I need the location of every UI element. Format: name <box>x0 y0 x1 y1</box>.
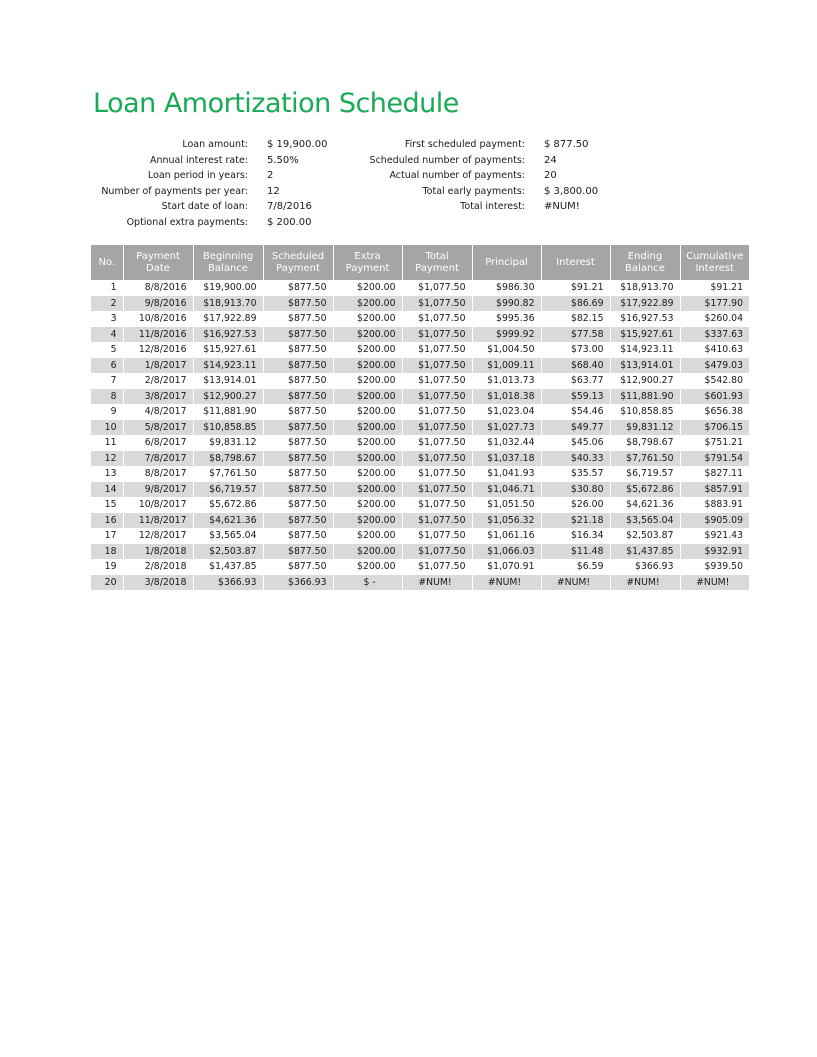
cell-extra-payment[interactable]: $ - <box>333 575 402 591</box>
table-header-row <box>91 245 749 280</box>
cell-ending-balance[interactable]: $10,858.85 <box>610 404 680 420</box>
cell-principal[interactable]: $1,066.03 <box>472 544 541 560</box>
cell-interest[interactable]: $86.69 <box>541 296 610 312</box>
summary-label: Loan period in years: <box>147 170 248 182</box>
cell-total-payment[interactable]: $1,077.50 <box>402 482 472 498</box>
cell-cumulative-interest[interactable]: $260.04 <box>704 313 743 325</box>
cell-no[interactable]: 4 <box>91 327 123 343</box>
cell-ending-balance[interactable]: $3,565.04 <box>610 513 680 529</box>
table-row <box>91 451 749 467</box>
cell-ending-balance[interactable]: $1,437.85 <box>610 544 680 560</box>
summary-value[interactable]: 12 <box>267 185 280 197</box>
cell-extra-payment[interactable]: $200.00 <box>333 327 402 343</box>
cell-no[interactable]: 1 <box>91 280 123 296</box>
cell-principal[interactable]: $999.92 <box>472 327 541 343</box>
cell-payment-date[interactable]: 11/8/2016 <box>123 327 193 343</box>
cell-cumulative-interest[interactable]: $905.09 <box>680 513 749 529</box>
cell-scheduled-payment[interactable]: $877.50 <box>263 311 333 327</box>
summary-row-total-early <box>365 184 598 200</box>
table-row <box>91 389 749 405</box>
table-row <box>91 559 749 575</box>
header-line: No. <box>98 256 116 268</box>
cell-scheduled-payment[interactable]: $877.50 <box>263 296 333 312</box>
cell-principal[interactable]: $1,037.18 <box>472 451 541 467</box>
column-header-extra-payment <box>333 245 402 280</box>
cell-total-payment[interactable]: $1,077.50 <box>402 296 472 312</box>
cell-interest[interactable]: $40.33 <box>541 451 610 467</box>
cell-ending-balance[interactable]: $7,761.50 <box>610 451 680 467</box>
cell-beginning-balance[interactable]: $8,798.67 <box>193 451 263 467</box>
cell-interest[interactable]: $11.48 <box>541 544 610 560</box>
cell-ending-balance[interactable]: $366.93 <box>610 559 680 575</box>
cell-extra-payment[interactable]: $200.00 <box>333 435 402 451</box>
cell-extra-payment[interactable]: $200.00 <box>333 544 402 560</box>
cell-beginning-balance[interactable]: $16,927.53 <box>193 327 263 343</box>
cell-ending-balance[interactable]: $9,831.12 <box>610 420 680 436</box>
cell-extra-payment[interactable]: $200.00 <box>333 404 402 420</box>
cell-no[interactable]: 20 <box>91 575 123 591</box>
column-header-total-payment <box>402 245 472 280</box>
summary-row-payments-per-year <box>95 184 327 200</box>
summary-row-loan-amount <box>95 137 327 153</box>
cell-scheduled-payment[interactable]: $877.50 <box>263 528 333 544</box>
summary-value: 24 <box>544 154 557 166</box>
summary-label: First scheduled payment: <box>404 139 525 150</box>
cell-scheduled-payment[interactable]: $877.50 <box>263 513 333 529</box>
header-line: Payment <box>276 262 320 274</box>
cell-extra-payment[interactable]: $200.00 <box>333 311 402 327</box>
cell-principal[interactable]: $1,051.50 <box>472 497 541 513</box>
summary-value: $ 3,800.00 <box>544 185 599 197</box>
cell-principal[interactable]: $1,027.73 <box>472 420 541 436</box>
column-header-no <box>91 245 123 280</box>
summary-label: Optional extra payments: <box>126 216 248 228</box>
table-row <box>91 575 749 591</box>
cell-ending-balance[interactable]: $8,798.67 <box>610 435 680 451</box>
cell-ending-balance[interactable]: $14,923.11 <box>610 342 680 358</box>
cell-payment-date[interactable]: 9/8/2017 <box>123 482 193 498</box>
summary-value[interactable]: 2 <box>267 170 274 182</box>
cell-interest[interactable]: $63.77 <box>541 373 610 389</box>
cell-cumulative-interest[interactable]: $939.50 <box>704 561 743 573</box>
cell-interest[interactable]: $21.18 <box>541 513 610 529</box>
summary-label: Annual interest rate: <box>149 154 248 166</box>
table-row <box>91 466 749 482</box>
cell-total-payment[interactable]: $1,077.50 <box>402 327 472 343</box>
cell-principal[interactable]: $1,004.50 <box>472 342 541 358</box>
cell-cumulative-interest[interactable]: $791.54 <box>680 451 749 467</box>
cell-interest[interactable]: $59.13 <box>541 389 610 405</box>
table-row <box>91 296 749 312</box>
cell-no[interactable]: 13 <box>91 466 123 482</box>
cell-cumulative-interest[interactable]: $542.80 <box>704 375 743 387</box>
header-line: Principal <box>485 256 528 268</box>
cell-no[interactable]: 12 <box>91 451 123 467</box>
cell-payment-date[interactable]: 6/8/2017 <box>123 435 193 451</box>
cell-extra-payment[interactable]: $200.00 <box>333 466 402 482</box>
cell-scheduled-payment[interactable]: $877.50 <box>263 342 333 358</box>
cell-principal[interactable]: $1,056.32 <box>472 513 541 529</box>
summary-label: Start date of loan: <box>161 201 248 213</box>
cell-interest[interactable]: $82.15 <box>541 311 610 327</box>
header-line: Payment <box>345 262 390 274</box>
cell-interest[interactable]: $26.00 <box>541 497 610 513</box>
cell-ending-balance[interactable]: $4,621.36 <box>610 497 680 513</box>
cell-beginning-balance[interactable]: $18,913.70 <box>193 296 263 312</box>
summary-row-scheduled-payments <box>365 153 598 169</box>
cell-scheduled-payment[interactable]: $877.50 <box>263 497 333 513</box>
cell-no[interactable]: 3 <box>91 311 123 327</box>
header-line: Balance <box>625 262 665 274</box>
header-line: Balance <box>208 262 248 274</box>
cell-principal[interactable]: $1,046.71 <box>472 482 541 498</box>
summary-label: Total early payments: <box>422 185 525 197</box>
table-row <box>91 342 749 358</box>
cell-no[interactable]: 11 <box>91 435 123 451</box>
cell-payment-date[interactable]: 1/8/2018 <box>123 544 193 560</box>
cell-total-payment[interactable]: $1,077.50 <box>402 311 472 327</box>
cell-scheduled-payment[interactable]: $877.50 <box>263 451 333 467</box>
summary-row-loan-period <box>95 168 327 184</box>
cell-extra-payment[interactable]: $200.00 <box>333 373 402 389</box>
cell-ending-balance[interactable]: $18,913.70 <box>610 280 680 296</box>
cell-cumulative-interest[interactable]: $857.91 <box>680 482 749 498</box>
cell-beginning-balance[interactable]: $14,923.11 <box>193 358 263 374</box>
cell-ending-balance[interactable]: $11,881.90 <box>610 389 680 405</box>
cell-cumulative-interest[interactable]: $601.93 <box>680 389 749 405</box>
cell-scheduled-payment[interactable]: $877.50 <box>263 420 333 436</box>
cell-cumulative-interest[interactable]: $921.43 <box>704 530 743 542</box>
cell-total-payment[interactable]: $1,077.50 <box>402 342 472 358</box>
cell-ending-balance[interactable]: #NUM! <box>610 575 680 591</box>
cell-beginning-balance[interactable]: $2,503.87 <box>193 544 263 560</box>
cell-no[interactable]: 17 <box>91 528 123 544</box>
cell-principal[interactable]: $1,041.93 <box>472 466 541 482</box>
cell-extra-payment[interactable]: $200.00 <box>333 451 402 467</box>
cell-extra-payment[interactable]: $200.00 <box>333 296 402 312</box>
cell-cumulative-interest[interactable]: $883.91 <box>704 499 743 511</box>
cell-principal[interactable]: $1,070.91 <box>472 559 541 575</box>
cell-payment-date[interactable]: 2/8/2017 <box>123 373 193 389</box>
cell-no[interactable]: 19 <box>91 559 123 575</box>
cell-scheduled-payment[interactable]: $877.50 <box>263 373 333 389</box>
loan-inputs-summary <box>95 137 327 231</box>
cell-ending-balance[interactable]: $15,927.61 <box>610 327 680 343</box>
cell-extra-payment[interactable]: $200.00 <box>333 420 402 436</box>
cell-payment-date[interactable]: 8/8/2016 <box>123 280 193 296</box>
cell-extra-payment[interactable]: $200.00 <box>333 528 402 544</box>
table-row <box>91 373 749 389</box>
summary-label: Scheduled number of payments: <box>369 154 525 166</box>
cell-total-payment[interactable]: $1,077.50 <box>402 559 472 575</box>
table-row <box>91 497 749 513</box>
summary-row-start-date <box>95 199 327 215</box>
table-row <box>91 528 749 544</box>
cell-interest[interactable]: $54.46 <box>541 404 610 420</box>
cell-no[interactable]: 18 <box>91 544 123 560</box>
cell-no[interactable]: 2 <box>91 296 123 312</box>
table-row <box>91 482 749 498</box>
cell-total-payment[interactable]: $1,077.50 <box>402 420 472 436</box>
cell-payment-date[interactable]: 11/8/2017 <box>123 513 193 529</box>
cell-principal[interactable]: $1,013.73 <box>472 373 541 389</box>
cell-cumulative-interest[interactable]: $479.03 <box>680 358 749 374</box>
cell-payment-date[interactable]: 1/8/2017 <box>123 358 193 374</box>
cell-no[interactable]: 8 <box>91 389 123 405</box>
cell-no[interactable]: 9 <box>91 404 123 420</box>
cell-beginning-balance[interactable]: $7,761.50 <box>193 466 263 482</box>
cell-interest[interactable]: $73.00 <box>541 342 610 358</box>
cell-beginning-balance[interactable]: $6,719.57 <box>193 482 263 498</box>
cell-cumulative-interest[interactable]: $751.21 <box>704 437 743 449</box>
summary-value[interactable]: $ 200.00 <box>267 216 312 228</box>
cell-payment-date[interactable]: 8/8/2017 <box>123 466 193 482</box>
header-line: Ending <box>627 251 663 262</box>
table-row <box>91 420 749 436</box>
header-line: Payment Date <box>136 251 180 274</box>
amortization-table <box>91 245 749 590</box>
cell-payment-date[interactable]: 12/8/2016 <box>123 342 193 358</box>
cell-payment-date[interactable]: 10/8/2017 <box>123 497 193 513</box>
table-row <box>91 404 749 420</box>
summary-row-extra-payments <box>95 215 327 231</box>
column-header-scheduled-payment <box>263 245 333 280</box>
summary-value: $ 877.50 <box>544 139 589 150</box>
cell-beginning-balance[interactable]: $3,565.04 <box>193 528 263 544</box>
cell-principal[interactable]: $995.36 <box>472 311 541 327</box>
table-row <box>91 544 749 560</box>
page-title: Loan Amortization Schedule <box>93 88 459 119</box>
table-row <box>91 280 749 296</box>
cell-payment-date[interactable]: 9/8/2016 <box>123 296 193 312</box>
cell-total-payment[interactable]: $1,077.50 <box>402 373 472 389</box>
cell-extra-payment[interactable]: $200.00 <box>333 389 402 405</box>
cell-payment-date[interactable]: 7/8/2017 <box>123 451 193 467</box>
column-header-interest <box>541 245 610 280</box>
header-line: Interest <box>556 256 595 268</box>
summary-label: Number of payments per year: <box>101 185 248 197</box>
cell-payment-date[interactable]: 3/8/2017 <box>123 389 193 405</box>
summary-row-interest-rate <box>95 153 327 169</box>
table-row <box>91 358 749 374</box>
column-header-ending-balance <box>610 245 680 280</box>
cell-beginning-balance[interactable]: $15,927.61 <box>193 342 263 358</box>
cell-extra-payment[interactable]: $200.00 <box>333 497 402 513</box>
cell-cumulative-interest[interactable]: $337.63 <box>680 327 749 343</box>
cell-principal[interactable]: $1,032.44 <box>472 435 541 451</box>
cell-principal[interactable]: $1,023.04 <box>472 404 541 420</box>
summary-row-actual-payments <box>365 168 598 184</box>
cell-beginning-balance[interactable]: $10,858.85 <box>193 420 263 436</box>
cell-ending-balance[interactable]: $6,719.57 <box>610 466 680 482</box>
cell-beginning-balance[interactable]: $366.93 <box>193 575 263 591</box>
table-body <box>91 280 749 590</box>
cell-cumulative-interest[interactable]: $91.21 <box>710 282 743 294</box>
cell-beginning-balance[interactable]: $12,900.27 <box>193 389 263 405</box>
column-header-principal <box>472 245 541 280</box>
cell-interest[interactable]: $16.34 <box>541 528 610 544</box>
column-header-cumulative-interest <box>680 245 749 280</box>
table-row <box>91 435 749 451</box>
summary-label: Total interest: <box>460 201 525 213</box>
cell-cumulative-interest[interactable]: $410.63 <box>704 344 743 356</box>
cell-interest[interactable]: $30.80 <box>541 482 610 498</box>
cell-scheduled-payment[interactable]: $877.50 <box>263 435 333 451</box>
cell-principal[interactable]: $1,009.11 <box>472 358 541 374</box>
header-line: Scheduled <box>271 251 325 262</box>
cell-no[interactable]: 14 <box>91 482 123 498</box>
header-line: Cumulative <box>686 251 744 262</box>
cell-beginning-balance[interactable]: $17,922.89 <box>193 311 263 327</box>
cell-scheduled-payment[interactable]: $877.50 <box>263 327 333 343</box>
summary-row-total-interest <box>365 199 598 215</box>
cell-extra-payment[interactable]: $200.00 <box>333 559 402 575</box>
cell-scheduled-payment[interactable]: $366.93 <box>263 575 333 591</box>
cell-interest[interactable]: $68.40 <box>541 358 610 374</box>
cell-scheduled-payment[interactable]: $877.50 <box>263 482 333 498</box>
cell-interest[interactable]: $77.58 <box>541 327 610 343</box>
cell-ending-balance[interactable]: $5,672.86 <box>610 482 680 498</box>
cell-interest[interactable]: $91.21 <box>541 280 610 296</box>
cell-interest[interactable]: $6.59 <box>541 559 610 575</box>
column-header-beginning-balance <box>193 245 263 280</box>
cell-cumulative-interest[interactable]: $827.11 <box>704 468 743 480</box>
cell-ending-balance[interactable]: $13,914.01 <box>610 358 680 374</box>
cell-no[interactable]: 16 <box>91 513 123 529</box>
cell-extra-payment[interactable]: $200.00 <box>333 358 402 374</box>
cell-cumulative-interest[interactable]: #NUM! <box>680 575 749 591</box>
cell-principal[interactable]: $986.30 <box>472 280 541 296</box>
cell-principal[interactable]: $1,018.38 <box>472 389 541 405</box>
cell-ending-balance[interactable]: $16,927.53 <box>610 311 680 327</box>
summary-value: 20 <box>544 170 557 182</box>
cell-no[interactable]: 5 <box>91 342 123 358</box>
cell-principal[interactable]: $990.82 <box>472 296 541 312</box>
cell-principal[interactable]: $1,061.16 <box>472 528 541 544</box>
cell-payment-date[interactable]: 3/8/2018 <box>123 575 193 591</box>
cell-principal[interactable]: #NUM! <box>472 575 541 591</box>
cell-no[interactable]: 10 <box>91 420 123 436</box>
cell-scheduled-payment[interactable]: $877.50 <box>263 559 333 575</box>
header-line: Beginning <box>202 251 254 262</box>
cell-beginning-balance[interactable]: $19,900.00 <box>193 280 263 296</box>
summary-value[interactable]: $ 19,900.00 <box>267 139 328 150</box>
cell-ending-balance[interactable]: $17,922.89 <box>610 296 680 312</box>
cell-total-payment[interactable]: $1,077.50 <box>402 513 472 529</box>
column-header-payment-date <box>123 245 193 280</box>
loan-results-summary <box>365 137 598 215</box>
cell-total-payment[interactable]: $1,077.50 <box>402 435 472 451</box>
cell-scheduled-payment[interactable]: $877.50 <box>263 544 333 560</box>
cell-total-payment[interactable]: $1,077.50 <box>402 389 472 405</box>
cell-total-payment[interactable]: #NUM! <box>402 575 472 591</box>
cell-beginning-balance[interactable]: $9,831.12 <box>193 435 263 451</box>
cell-interest[interactable]: $35.57 <box>541 466 610 482</box>
cell-total-payment[interactable]: $1,077.50 <box>402 358 472 374</box>
summary-value: #NUM! <box>544 201 580 213</box>
cell-scheduled-payment[interactable]: $877.50 <box>263 280 333 296</box>
cell-extra-payment[interactable]: $200.00 <box>333 513 402 529</box>
cell-interest[interactable]: $45.06 <box>541 435 610 451</box>
table-row <box>91 513 749 529</box>
cell-beginning-balance[interactable]: $13,914.01 <box>193 373 263 389</box>
summary-row-first-payment <box>365 137 598 153</box>
header-line: Interest <box>695 262 735 274</box>
cell-extra-payment[interactable]: $200.00 <box>333 280 402 296</box>
cell-total-payment[interactable]: $1,077.50 <box>402 497 472 513</box>
cell-interest[interactable]: $49.77 <box>541 420 610 436</box>
cell-scheduled-payment[interactable]: $877.50 <box>263 404 333 420</box>
cell-cumulative-interest[interactable]: $177.90 <box>680 296 749 312</box>
cell-scheduled-payment[interactable]: $877.50 <box>263 358 333 374</box>
cell-total-payment[interactable]: $1,077.50 <box>402 280 472 296</box>
cell-payment-date[interactable]: 12/8/2017 <box>123 528 193 544</box>
cell-no[interactable]: 6 <box>91 358 123 374</box>
cell-payment-date[interactable]: 4/8/2017 <box>123 404 193 420</box>
summary-label: Loan amount: <box>182 139 248 150</box>
cell-total-payment[interactable]: $1,077.50 <box>402 528 472 544</box>
table-row <box>91 311 749 327</box>
cell-ending-balance[interactable]: $12,900.27 <box>610 373 680 389</box>
summary-value[interactable]: 5.50% <box>267 154 299 166</box>
cell-cumulative-interest[interactable]: $932.91 <box>680 544 749 560</box>
cell-interest[interactable]: #NUM! <box>541 575 610 591</box>
cell-scheduled-payment[interactable]: $877.50 <box>263 389 333 405</box>
table-row <box>91 327 749 343</box>
cell-cumulative-interest[interactable]: $656.38 <box>704 406 743 418</box>
summary-value[interactable]: 7/8/2016 <box>267 201 312 213</box>
summary-label: Actual number of payments: <box>389 170 525 182</box>
cell-no[interactable]: 7 <box>91 373 123 389</box>
cell-beginning-balance[interactable]: $5,672.86 <box>193 497 263 513</box>
cell-scheduled-payment[interactable]: $877.50 <box>263 466 333 482</box>
cell-no[interactable]: 15 <box>91 497 123 513</box>
cell-beginning-balance[interactable]: $11,881.90 <box>193 404 263 420</box>
cell-beginning-balance[interactable]: $1,437.85 <box>193 559 263 575</box>
cell-total-payment[interactable]: $1,077.50 <box>402 466 472 482</box>
cell-extra-payment[interactable]: $200.00 <box>333 482 402 498</box>
header-line: Extra <box>354 251 381 262</box>
header-line: Total <box>425 251 449 262</box>
cell-extra-payment[interactable]: $200.00 <box>333 342 402 358</box>
cell-payment-date[interactable]: 10/8/2016 <box>123 311 193 327</box>
cell-payment-date[interactable]: 2/8/2018 <box>123 559 193 575</box>
cell-cumulative-interest[interactable]: $706.15 <box>680 420 749 436</box>
cell-ending-balance[interactable]: $2,503.87 <box>610 528 680 544</box>
header-line: Payment <box>415 262 459 274</box>
cell-total-payment[interactable]: $1,077.50 <box>402 451 472 467</box>
cell-total-payment[interactable]: $1,077.50 <box>402 404 472 420</box>
cell-total-payment[interactable]: $1,077.50 <box>402 544 472 560</box>
cell-beginning-balance[interactable]: $4,621.36 <box>193 513 263 529</box>
cell-payment-date[interactable]: 5/8/2017 <box>123 420 193 436</box>
